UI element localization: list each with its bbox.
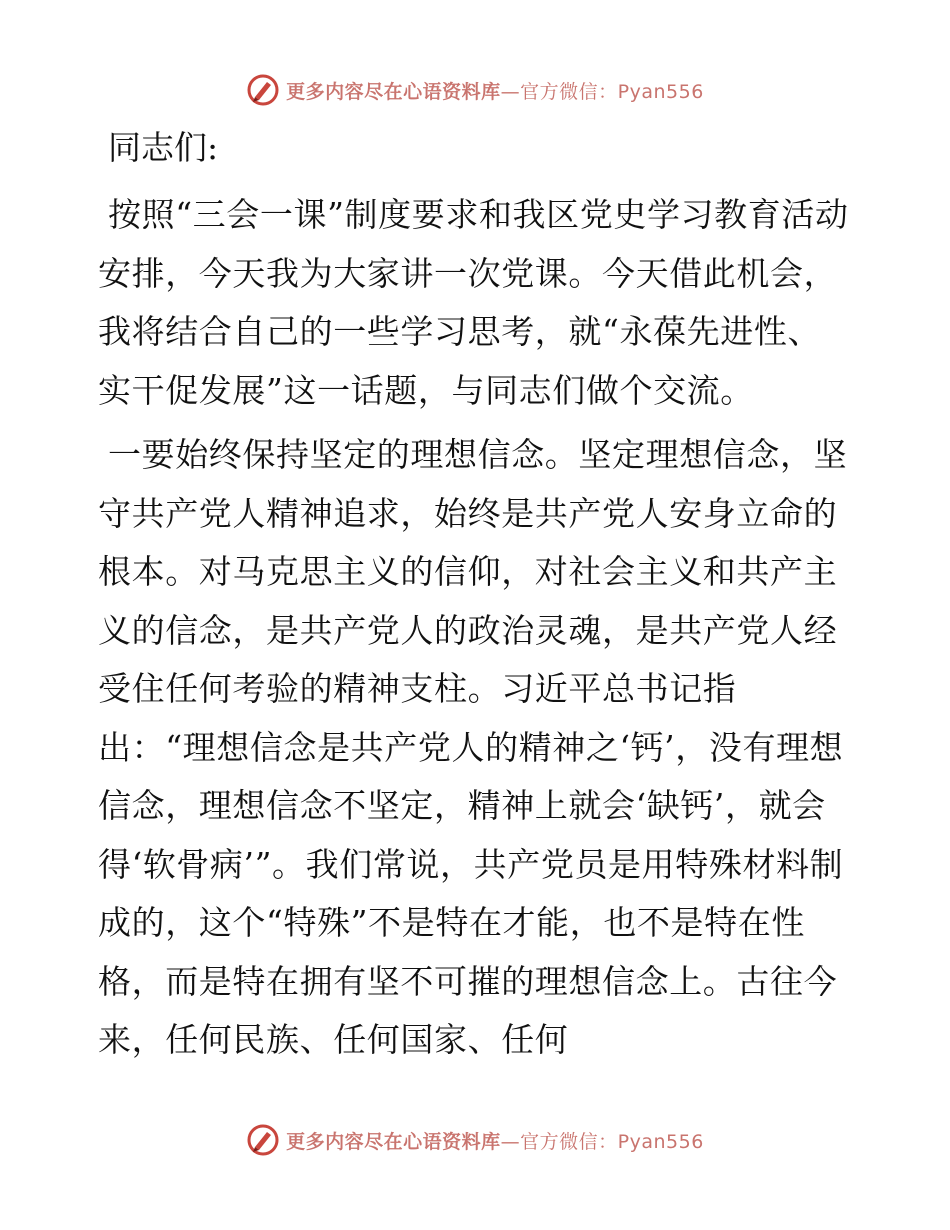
watermark-dash: — (500, 1130, 521, 1153)
watermark-text (286, 1127, 704, 1154)
footer-watermark (0, 1120, 950, 1160)
paragraph-intro: 按照“三会一课”制度要求和我区党史学习教育活动安排，今天我为大家讲一次党课。今天借此机会，我将结合自己的一些学习思考，就“永葆先进性、实干促发展”这一话题，与同志们做个交流。 (98, 195, 849, 410)
header-watermark (0, 70, 950, 110)
watermark-wechat: 官方微信：Pyan556 (520, 80, 704, 103)
salutation: 同志们: (108, 128, 219, 167)
watermark-brand: 更多内容尽在心语资料库 (286, 1130, 501, 1153)
paragraph-ideals: 一要始终保持坚定的理想信念。坚定理想信念，坚守共产党人精神追求，始终是共产党人安身立命的根本。对马克思主义的信仰，对社会主义和共产主义的信念，是共产党人的政治灵魂，是共产党人经受住任何考验的精神支柱。习近平总书记指出：“理想信念是共产党人的精神之‘钙’，没有理想信念，理想信念不坚定，精神上就会‘缺钙’，就会得‘软骨病’”。我们常说，共产党员是用特殊材料制成的，这个“特殊”不是特在才能，也不是特在性格，而是特在拥有坚不可摧的理想信念上。古往今来，任何民族、任何国家、任何 (98, 435, 848, 1059)
watermark-brand: 更多内容尽在心语资料库 (286, 80, 501, 103)
red-circle-pen-logo-icon (246, 73, 280, 107)
watermark-wechat: 官方微信：Pyan556 (520, 1130, 704, 1153)
red-circle-pen-logo-icon (246, 1123, 280, 1157)
watermark-dash: — (500, 80, 521, 103)
watermark-text (286, 77, 704, 104)
document-body (98, 122, 850, 1076)
